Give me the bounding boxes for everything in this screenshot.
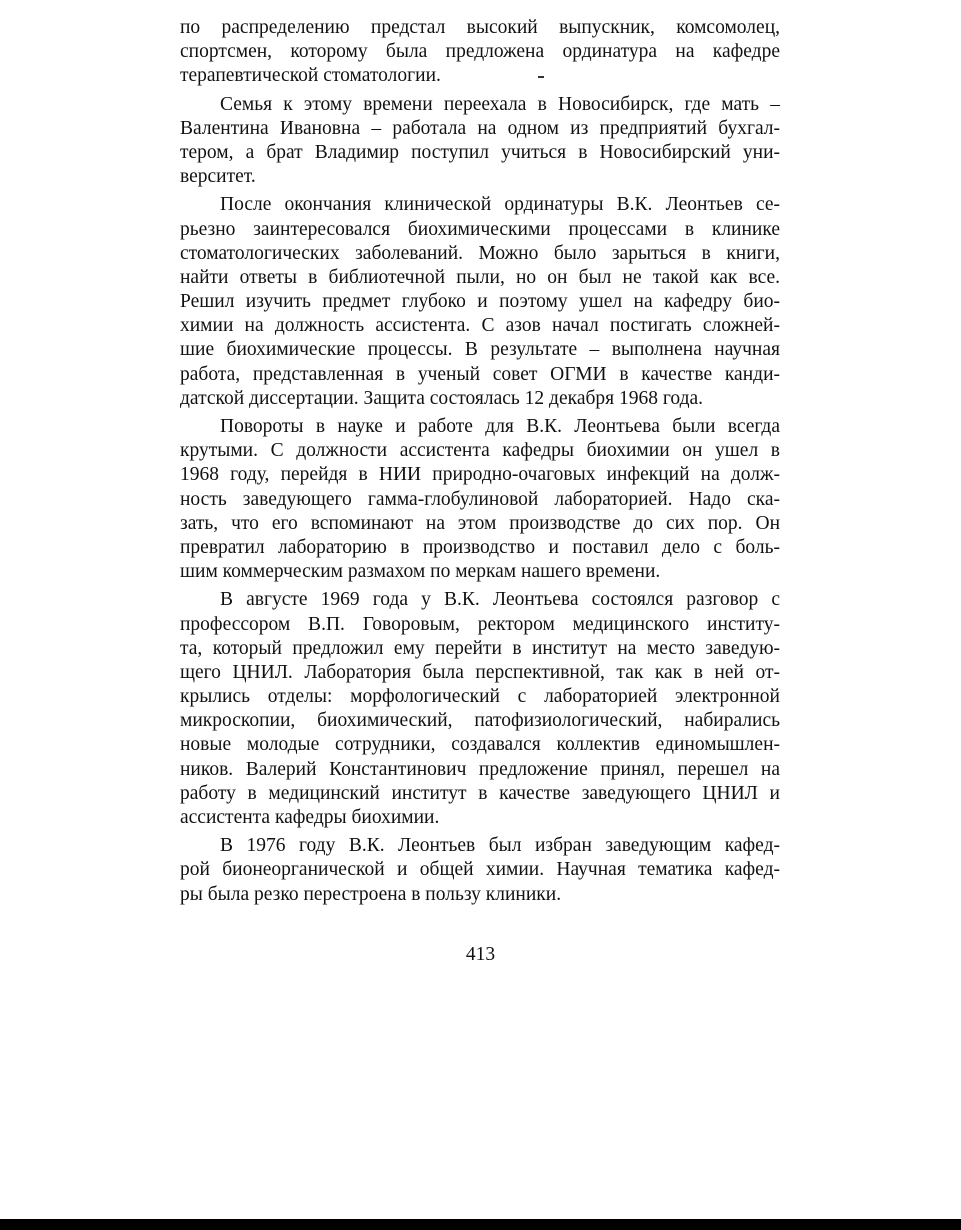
text-line: зать, что его вспоминают на этом производстве до сих пор. Он <box>180 512 780 534</box>
text-line: датской диссертации. Защита состоялась 12 декабря 1968 года. <box>180 387 704 409</box>
text-line: ассистента кафедры биохимии. <box>180 807 440 828</box>
text-line: В 1976 году В.К. Леонтьев был избран заведующим кафед- <box>220 835 780 857</box>
paragraph-3 <box>180 193 780 411</box>
paragraph-4 <box>180 415 780 584</box>
text-line: найти ответы в библиотечной пыли, но он был не такой как все. <box>180 266 780 288</box>
text-line: Решил изучить предмет глубоко и поэтому ушел на кафедру био- <box>180 291 780 313</box>
text-line: шие биохимические процессы. В результате – выполнена научная <box>180 339 780 361</box>
text-line: щего ЦНИЛ. Лаборатория была перспективной, так как в ней от- <box>180 661 780 683</box>
text-line: рьезно заинтересовался биохимическими процессами в клинике <box>180 218 780 240</box>
text-line: химии на должность ассистента. С азов начал постигать сложней- <box>180 315 780 337</box>
paragraph-2 <box>180 93 780 190</box>
text-line: микроскопии, биохимический, патофизиологический, набирались <box>180 710 780 732</box>
text-line: В августе 1969 года у В.К. Леонтьева состоялся разговор с <box>220 589 780 611</box>
text-line: работу в медицинский институт в качестве заведующего ЦНИЛ и <box>180 782 780 804</box>
text-line: работа, представленная в ученый совет ОГМИ в качестве канди- <box>180 363 780 385</box>
body-text <box>180 16 780 911</box>
text-line: Валентина Ивановна – работала на одном из предприятий бухгал- <box>180 117 780 139</box>
text-line: тером, а брат Владимир поступил учиться в Новосибирский уни- <box>180 141 780 163</box>
text-line: профессором В.П. Говоровым, ректором медицинского институ- <box>180 613 780 635</box>
text-line: Повороты в науке и работе для В.К. Леонтьева были всегда <box>220 416 780 437</box>
text-line: по распределению предстал высокий выпускник, комсомолец, <box>180 17 780 38</box>
paragraph-1 <box>180 16 780 89</box>
text-line: ры была резко перестроена в пользу клиники. <box>180 883 562 905</box>
text-line: стоматологических заболеваний. Можно было зарыться в книги, <box>180 242 780 264</box>
text-line: спортсмен, которому была предложена ординатура на кафедре <box>180 41 780 63</box>
text-line: крутыми. С должности ассистента кафедры биохимии он ушел в <box>180 440 780 462</box>
text-line: Семья к этому времени переехала в Новосибирск, где мать – <box>220 93 780 115</box>
paragraph-5 <box>180 588 780 830</box>
paragraph-6 <box>180 834 780 907</box>
text-line: ников. Валерий Константинович предложение принял, перешел на <box>180 758 780 780</box>
text-line: После окончания клинической ординатуры В.К. Леонтьев се- <box>220 194 780 216</box>
text-line: терапевтической стоматологии. <box>180 65 441 87</box>
text-line: шим коммерческим размахом по меркам нашего времени. <box>180 561 661 583</box>
text-line: превратил лабораторию в производство и поставил дело с боль- <box>180 536 780 558</box>
scan-border <box>0 1219 961 1230</box>
text-line: новые молодые сотрудники, создавался коллектив единомышлен- <box>180 734 780 756</box>
text-line: 1968 году, перейдя в НИИ природно-очаговых инфекций на долж- <box>180 464 780 486</box>
text-line: ность заведующего гамма-глобулиновой лабораторией. Надо ска- <box>180 488 780 510</box>
text-line: та, который предложил ему перейти в институт на место заведую- <box>180 637 780 659</box>
text-line: верситет. <box>180 166 256 188</box>
text-line: рой бионеорганической и общей химии. Научная тематика кафед- <box>180 859 780 881</box>
text-line: крылись отделы: морфологический с лабораторией электронной <box>180 686 780 708</box>
page-number: 413 <box>465 944 496 965</box>
